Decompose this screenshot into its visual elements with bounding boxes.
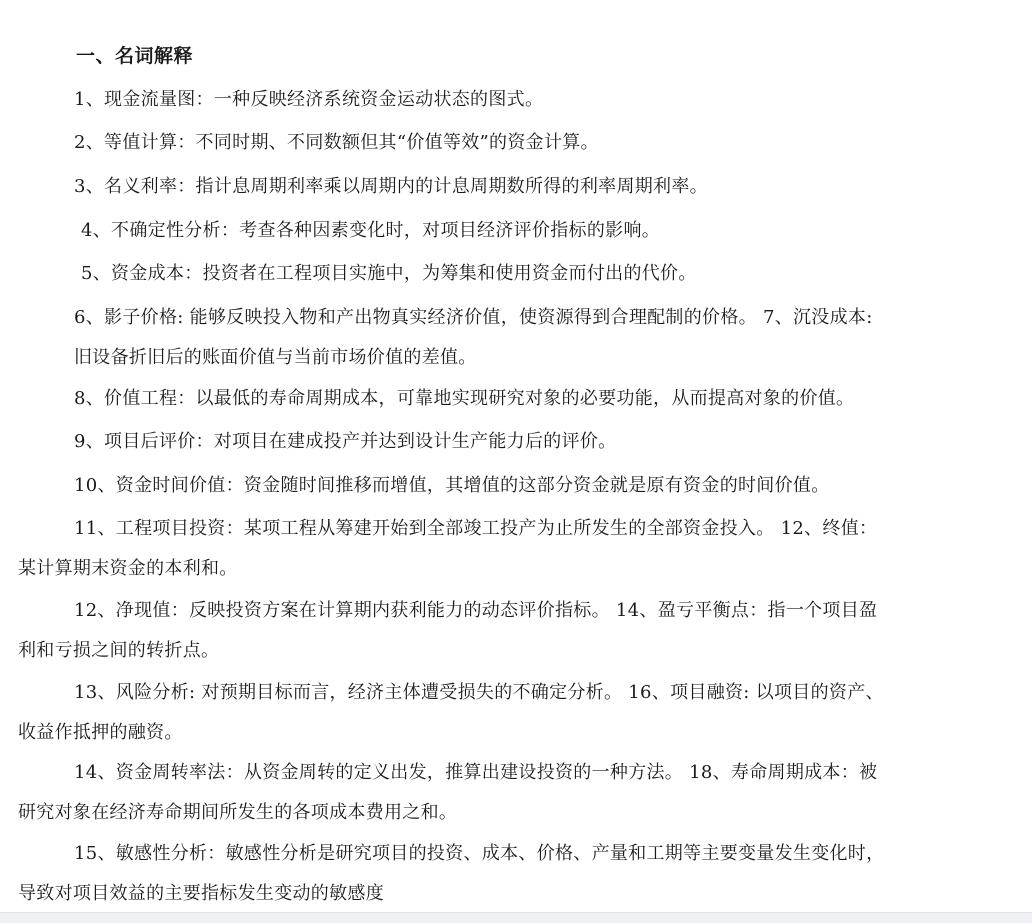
term-line: 9、项目后评价：对项目在建成投产并达到设计生产能力后的评价。: [74, 431, 617, 452]
term-line-continued: 利和亏损之间的转折点。: [18, 640, 220, 661]
term-line: 3、名义利率：指计息周期利率乘以周期内的计息周期数所得的利率周期利率。: [74, 176, 708, 197]
term-line: 6、影子价格: 能够反映投入物和产出物真实经济价值，使资源得到合理配制的价格。 7、沉没成本:: [74, 307, 873, 328]
term-line-continued: 导致对项目效益的主要指标发生变动的敏感度: [18, 883, 384, 904]
section-heading: 一、名词解释: [76, 45, 194, 67]
term-item-11-12: [18, 509, 1010, 589]
term-item-13-16: [18, 673, 1010, 753]
term-line: 5、资金成本：投资者在工程项目实施中，为筹集和使用资金而付出的代价。: [81, 263, 697, 284]
term-line: 8、价值工程：以最低的寿命周期成本，可靠地实现研究对象的必要功能，从而提高对象的价值。: [74, 388, 855, 409]
term-line-continued: 研究对象在经济寿命期间所发生的各项成本费用之和。: [18, 802, 458, 823]
term-line: 14、资金周转率法：从资金周转的定义出发，推算出建设投资的一种方法。 18、寿命周期成本：被: [74, 762, 878, 783]
term-item-14-18: [18, 753, 1010, 833]
term-line-continued: 某计算期末资金的本利和。: [18, 558, 238, 579]
term-item-1: [18, 80, 1010, 120]
term-item-9: [18, 422, 1010, 462]
term-line: 10、资金时间价值：资金随时间推移而增值，其增值的这部分资金就是原有资金的时间价值。: [74, 475, 830, 496]
term-item-15: [18, 834, 1010, 914]
term-line: 1、现金流量图：一种反映经济系统资金运动状态的图式。: [74, 89, 544, 110]
viewer-bottom-edge: [0, 912, 1032, 923]
term-line: 2、等值计算：不同时期、不同数额但其“价值等效”的资金计算。: [74, 132, 599, 153]
term-item-6-7: [18, 298, 1010, 378]
term-item-8: [18, 379, 1010, 419]
term-line: 11、工程项目投资：某项工程从筹建开始到全部竣工投产为止所发生的全部资金投入。 12、终值：: [74, 518, 878, 539]
term-item-4: [18, 211, 1010, 251]
term-line: 12、净现值：反映投资方案在计算期内获利能力的动态评价指标。 14、盈亏平衡点：指一个项目盈: [74, 600, 878, 621]
term-item-12-14: [18, 591, 1010, 671]
term-item-10: [18, 466, 1010, 506]
term-line: 15、敏感性分析：敏感性分析是研究项目的投资、成本、价格、产量和工期等主要变量发生变化时，: [74, 843, 885, 864]
term-item-5: [18, 254, 1010, 294]
term-line: 4、不确定性分析：考查各种因素变化时，对项目经济评价指标的影响。: [81, 220, 661, 241]
term-item-2: [18, 123, 1010, 163]
term-line-continued: 收益作抵押的融资。: [18, 722, 183, 743]
term-line-continued: 旧设备折旧后的账面价值与当前市场价值的差值。: [74, 347, 477, 368]
term-line: 13、风险分析: 对预期目标而言，经济主体遭受损失的不确定分析。 16、项目融资: 以项目的资产、: [74, 682, 884, 703]
term-item-3: [18, 167, 1010, 207]
